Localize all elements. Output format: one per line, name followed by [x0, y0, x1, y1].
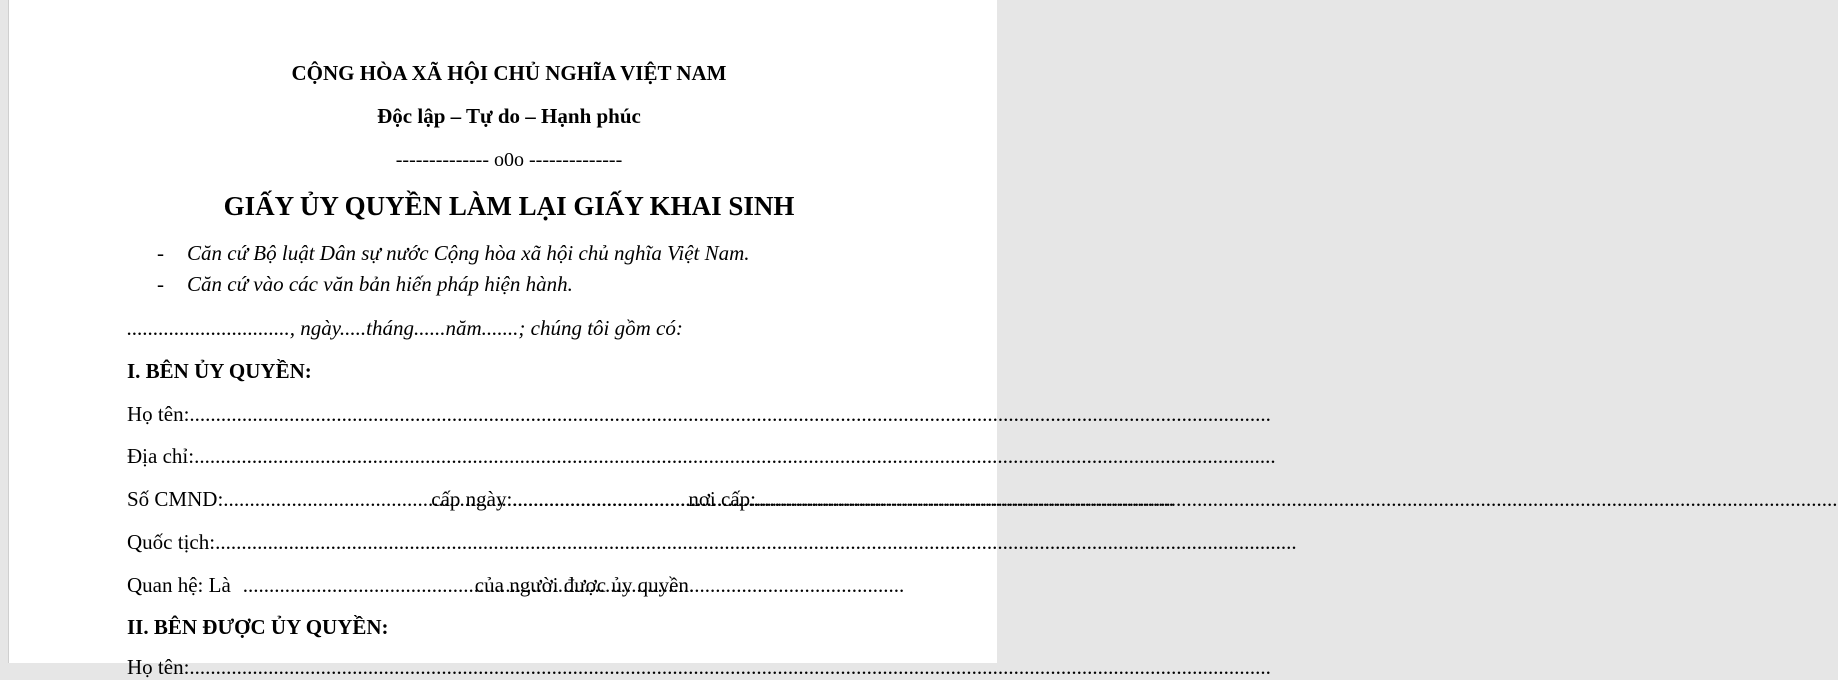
document-title: GIẤY ỦY QUYỀN LÀM LẠI GIẤY KHAI SINH [223, 191, 795, 221]
grantor-address-blank [194, 443, 1276, 469]
section2-heading: II. BÊN ĐƯỢC ỦY QUYỀN: [127, 615, 389, 639]
grantor-id-blank [223, 486, 431, 512]
grantor-relation-suffix: của người được ủy quyền. [474, 573, 695, 597]
grantor-relation-label: Quan hệ: Là [127, 573, 231, 597]
grantor-relation-blank [243, 572, 471, 598]
bullet-dash: - [157, 241, 164, 265]
grantor-relation-field [127, 572, 694, 598]
grantee-name-field [127, 654, 888, 680]
basis-text: Căn cứ vào các văn bản hiến pháp hiện hành. [187, 272, 573, 296]
grantor-issue-date-blank [512, 486, 688, 512]
grantor-nationality-blank [215, 529, 1297, 555]
grantee-name-blank [189, 654, 1271, 680]
grantor-id-field [127, 486, 888, 512]
header-separator: -------------- o0o -------------- [395, 149, 623, 171]
grantor-nationality-label: Quốc tịch: [127, 530, 216, 554]
grantor-issue-place-label: nơi cấp: [688, 487, 756, 511]
date-line: ..............................., ngày.....tháng......năm.......; chúng tôi gồm có: [127, 316, 683, 340]
grantee-name-label: Họ tên: [127, 655, 190, 679]
grantor-name-field [127, 401, 888, 427]
grantor-name-label: Họ tên: [127, 402, 190, 426]
bullet-dash: - [157, 272, 164, 296]
grantor-issue-place-blank [756, 486, 1838, 512]
country-heading: CỘNG HÒA XÃ HỘI CHỦ NGHĨA VIỆT NAM [291, 61, 727, 85]
grantor-nationality-field [127, 529, 888, 555]
motto-heading: Độc lập – Tự do – Hạnh phúc [377, 104, 641, 128]
document-page [8, 0, 997, 679]
section1-heading: I. BÊN ỦY QUYỀN: [127, 359, 312, 383]
basis-text: Căn cứ Bộ luật Dân sự nước Cộng hòa xã hội chủ nghĩa Việt Nam. [187, 241, 750, 265]
grantor-address-field [127, 443, 888, 469]
grantor-issue-date-label: cấp ngày: [431, 487, 513, 511]
grantor-name-blank [189, 401, 1271, 427]
grantor-id-label: Số CMND: [127, 487, 224, 511]
grantor-address-label: Địa chỉ: [127, 444, 195, 468]
